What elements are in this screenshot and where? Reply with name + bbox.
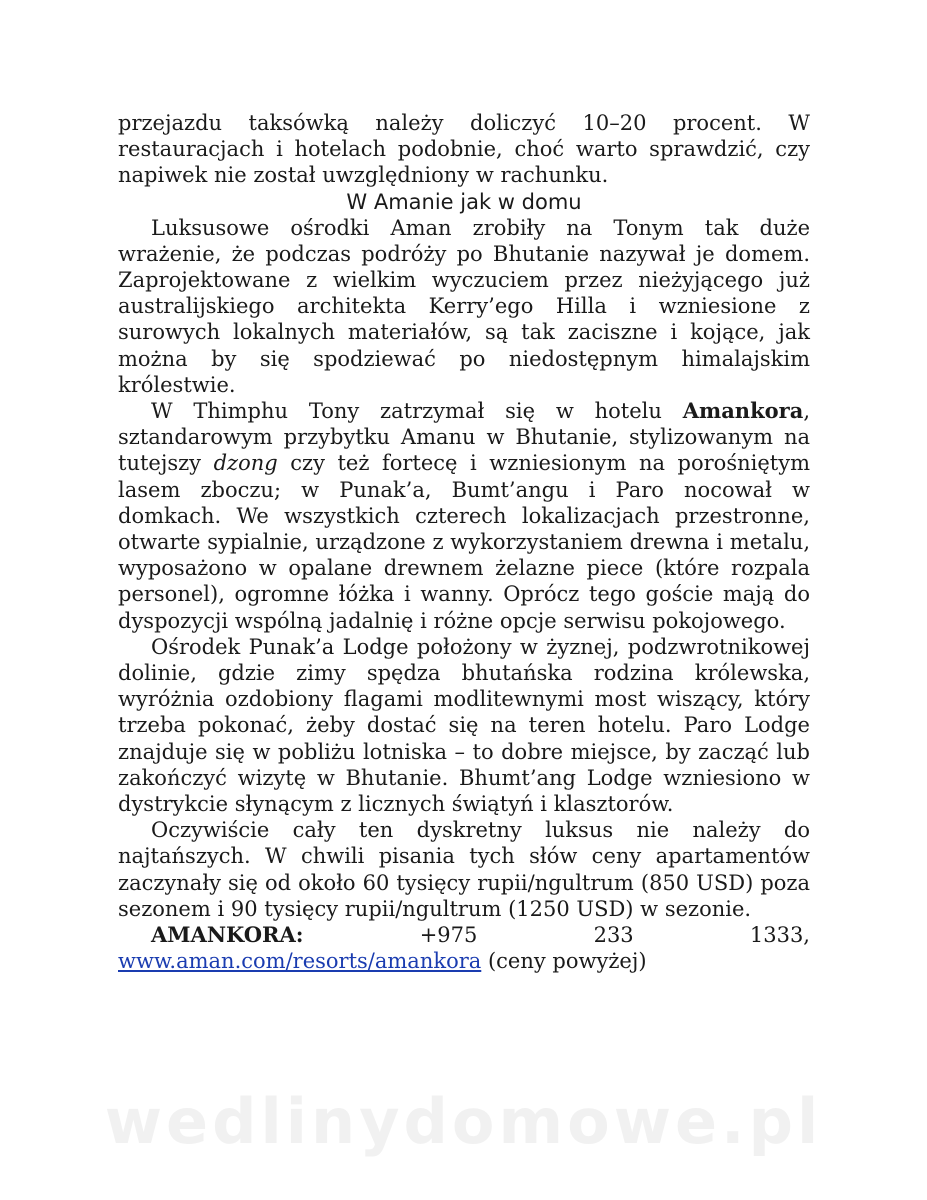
dzong-italic: dzong	[213, 451, 278, 476]
paragraph-2-mid: , sztandarowym przybytku Amanu w Bhutanie, stylizowanym na tutejszy	[118, 399, 810, 476]
paragraph-4: Oczywiście cały ten dyskretny luksus nie należy do najtańszych. W chwili pisania tych słów ceny apartamentów zaczynały się od około 60 tysięcy rupii/ngultrum (850 USD) poza sezonem i 90 tysięcy rupii/ngultrum (1250 USD) w sezonie.	[118, 818, 810, 921]
amankora-link[interactable]: www.aman.com/resorts/amankora	[118, 949, 482, 974]
contact-suffix: (ceny powyżej)	[481, 949, 647, 974]
paragraph-2-pre: W Thimphu Tony zatrzymał się w hotelu	[151, 399, 683, 424]
paragraph-0: przejazdu taksówką należy doliczyć 10–20 procent. W restauracjach i hotelach podobnie, choć warto sprawdzić, czy napiwek nie został uwzględniony w rachunku.	[118, 111, 810, 188]
page-body	[118, 110, 810, 975]
paragraph-2-post: czy też fortecę i wzniesionym na porośniętym lasem zboczu; w Punak’a, Bumt’angu i Paro nocował w domkach. We wszystkich czterech lokalizacjach przestronne, otwarte sypialnie, urządzone z wykorzystaniem drewna i metalu, wyposażono w opalane drewnem żelazne piece (które rozpala personel), ogromne łóżka i wanny. Oprócz tego goście mają do dyspozycji wspólną jadalnię i różne opcje serwisu pokojowego.	[118, 451, 810, 633]
contact-line	[118, 922, 810, 948]
paragraph-3: Ośrodek Punak’a Lodge położony w żyznej, podzwrotnikowej dolinie, gdzie zimy spędza bhutańska rodzina królewska, wyróżnia ozdobiony flagami modlitewnymi most wiszący, który trzeba pokonać, żeby dostać się na teren hotelu. Paro Lodge znajduje się w pobliżu lotniska – to dobre miejsce, by zacząć lub zakończyć wizytę w Bhutanie. Bhumt’ang Lodge wzniesiono w dystrykcie słynącym z licznych świątyń i klasztorów.	[118, 634, 810, 817]
contact-phone-3: 1333,	[749, 923, 810, 948]
hotel-name-bold: Amankora	[682, 398, 804, 424]
contact-phone-2: 233	[593, 923, 634, 948]
paragraph-1: Luksusowe ośrodki Aman zrobiły na Tonym tak duże wrażenie, że podczas podróży po Bhutanie nazywał je domem. Zaprojektowane z wielkim wyczuciem przez nieżyjącego już australijskiego architekta Kerry’ego Hilla i wzniesione z surowych lokalnych materiałów, są tak zaciszne i kojące, jak można by się spodziewać po niedostępnym himalajskim królestwie.	[118, 215, 810, 397]
section-heading: W Amanie jak w domu	[346, 189, 582, 214]
contact-phone-1: +975	[419, 923, 478, 948]
paragraph-2	[118, 398, 810, 634]
contact-label: AMANKORA:	[151, 922, 304, 948]
watermark: wedlinydomowe.pl	[104, 1085, 823, 1158]
contact-link-line	[118, 948, 810, 974]
